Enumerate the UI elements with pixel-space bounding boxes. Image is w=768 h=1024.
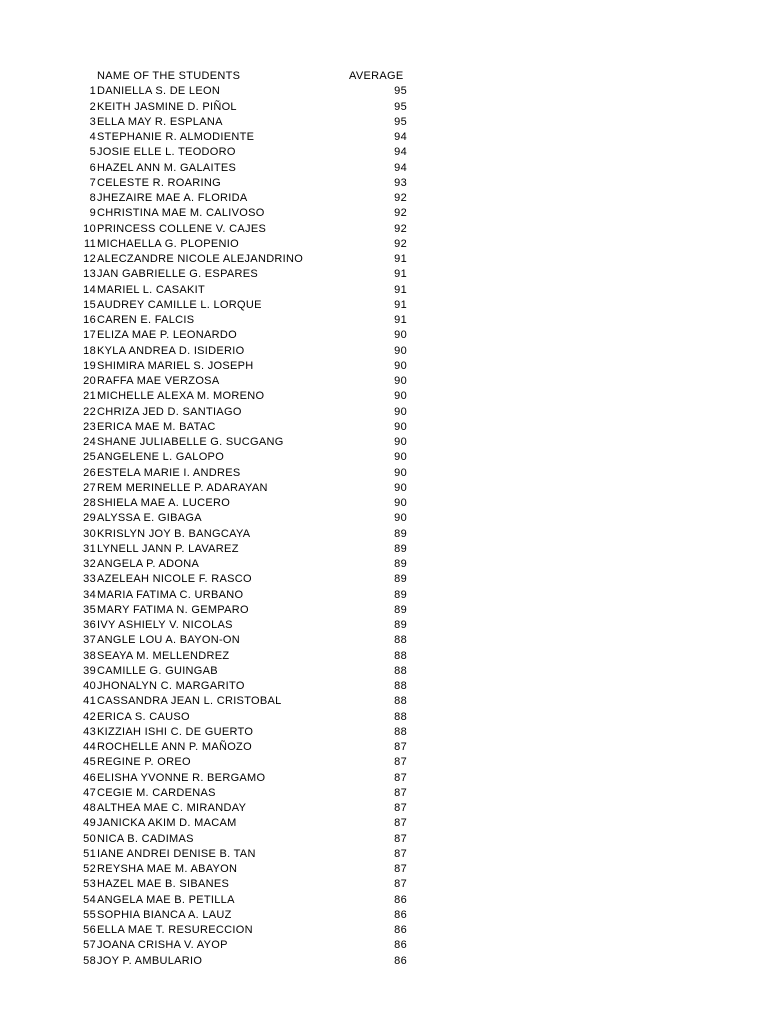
row-number: 44 [83,741,96,753]
table-row [0,527,768,542]
row-number: 18 [83,344,96,357]
row-number: 35 [83,603,96,616]
row-number: 10 [83,222,96,235]
student-average: 88 [394,725,407,738]
student-name: CAMILLE G. GUINGAB [97,664,218,677]
student-name: ELLA MAY R. ESPLANA [97,115,223,128]
student-name: SEAYA M. MELLENDREZ [97,649,230,662]
table-row [0,252,768,267]
student-averages-sheet [0,69,768,969]
table-row [0,191,768,206]
student-average: 89 [394,558,407,570]
student-name: KEITH JASMINE D. PIÑOL [97,100,237,113]
table-row [0,649,768,664]
table-row [0,511,768,526]
student-name: LYNELL JANN P. LAVAREZ [97,542,239,555]
student-name: JHEZAIRE MAE A. FLORIDA [97,192,248,204]
table-row [0,771,768,786]
student-name: NICA B. CADIMAS [97,832,194,845]
row-number: 8 [89,192,96,204]
table-row [0,618,768,633]
row-number: 37 [83,634,96,647]
student-average: 87 [394,817,407,830]
row-number: 4 [89,131,96,143]
table-row [0,496,768,511]
student-average: 88 [394,710,407,723]
student-average: 91 [394,314,407,326]
table-row [0,847,768,862]
student-name: JANICKA AKIM D. MACAM [97,817,237,830]
student-name: CHRISTINA MAE M. CALIVOSO [97,207,265,220]
student-name: CHRIZA JED D. SANTIAGO [97,405,242,418]
student-name: PRINCESS COLLENE V. CAJES [97,222,267,235]
student-name: MARY FATIMA N. GEMPARO [97,603,249,616]
row-number: 36 [83,619,96,631]
row-number: 29 [83,512,96,525]
row-number: 40 [83,680,96,692]
student-name: JAN GABRIELLE G. ESPARES [97,268,259,281]
student-average: 94 [394,131,407,143]
student-average: 86 [394,954,407,967]
student-average: 90 [394,405,407,418]
student-name: STEPHANIE R. ALMODIENTE [97,131,255,143]
table-row [0,938,768,953]
table-row [0,481,768,496]
table-row [0,664,768,679]
row-number: 11 [83,237,96,250]
table-row [0,435,768,450]
table-row [0,694,768,709]
table-row [0,145,768,160]
student-name: ALECZANDRE NICOLE ALEJANDRINO [97,253,304,265]
row-number: 23 [83,420,96,433]
student-average: 89 [394,542,407,555]
row-number: 50 [83,832,96,845]
table-row [0,206,768,221]
student-average: 89 [394,588,407,601]
row-number: 34 [83,588,96,601]
student-average: 87 [394,756,407,769]
table-row [0,420,768,435]
student-average: 90 [394,497,407,509]
student-name: CELESTE R. ROARING [97,176,221,189]
student-average: 90 [394,329,407,342]
student-average: 91 [394,253,407,265]
row-number: 33 [83,573,96,586]
row-number: 31 [83,542,96,555]
row-number: 22 [83,405,96,418]
table-row [0,115,768,130]
table-row [0,328,768,343]
student-name: KRISLYN JOY B. BANGCAYA [97,527,251,540]
row-number: 55 [83,908,96,921]
student-name: ELISHA YVONNE R. BERGAMO [97,771,266,784]
row-number: 12 [83,253,96,265]
table-row [0,725,768,740]
table-row [0,222,768,237]
student-name: CASSANDRA JEAN L. CRISTOBAL [97,695,282,708]
row-number: 52 [83,863,96,875]
table-row [0,862,768,877]
row-number: 19 [83,359,96,372]
header-row [0,69,768,84]
student-average: 90 [394,512,407,525]
average-column-header: AVERAGE [349,70,404,82]
row-number: 26 [83,466,96,479]
row-number: 21 [83,390,96,403]
student-average: 90 [394,359,407,372]
student-average: 89 [394,527,407,540]
student-name: AZELEAH NICOLE F. RASCO [97,573,252,586]
student-name: IANE ANDREI DENISE B. TAN [97,847,256,860]
student-average: 89 [394,619,407,631]
student-average: 90 [394,420,407,433]
table-row [0,100,768,115]
student-average: 87 [394,786,407,799]
student-name: DANIELLA S. DE LEON [97,85,221,98]
row-number: 46 [83,771,96,784]
student-average: 87 [394,771,407,784]
row-number: 42 [83,710,96,723]
table-row [0,923,768,938]
student-average: 87 [394,741,407,753]
row-number: 5 [89,146,96,159]
student-name: MARIA FATIMA C. URBANO [97,588,244,601]
row-number: 14 [83,283,96,296]
table-row [0,374,768,389]
student-name: SHIMIRA MARIEL S. JOSEPH [97,359,254,372]
student-average: 87 [394,847,407,860]
student-average: 88 [394,649,407,662]
student-name: MICHAELLA G. PLOPENIO [97,237,240,250]
table-row [0,603,768,618]
row-number: 6 [89,161,96,174]
row-number: 30 [83,527,96,540]
name-column-header: NAME OF THE STUDENTS [97,70,241,82]
row-number: 13 [83,268,96,281]
student-name: AUDREY CAMILLE L. LORQUE [97,298,262,311]
student-name: KYLA ANDREA D. ISIDERIO [97,344,245,357]
row-number: 24 [83,436,96,448]
student-average: 88 [394,664,407,677]
student-average: 91 [394,283,407,296]
row-number: 43 [83,725,96,738]
student-average: 94 [394,161,407,174]
student-average: 94 [394,146,407,159]
student-name: REM MERINELLE P. ADARAYAN [97,481,268,494]
table-row [0,176,768,191]
student-average: 90 [394,451,407,464]
table-row [0,405,768,420]
student-name: JOY P. AMBULARIO [97,954,203,967]
student-name: ALTHEA MAE C. MIRANDAY [97,802,247,814]
table-row [0,237,768,252]
student-name: ERICA S. CAUSO [97,710,190,723]
table-row [0,908,768,923]
student-name: JOANA CRISHA V. AYOP [97,939,228,952]
student-average: 87 [394,863,407,875]
table-row [0,893,768,908]
row-number: 48 [83,802,96,814]
student-average: 95 [394,85,407,98]
student-average: 90 [394,481,407,494]
student-average: 89 [394,603,407,616]
table-row [0,359,768,374]
table-row [0,755,768,770]
row-number: 7 [89,176,96,189]
row-number: 58 [83,954,96,967]
table-row [0,679,768,694]
student-average: 91 [394,298,407,311]
student-name: HAZEL MAE B. SIBANES [97,878,230,891]
student-average: 95 [394,100,407,113]
student-average: 95 [394,115,407,128]
student-name: SHIELA MAE A. LUCERO [97,497,231,509]
table-row [0,130,768,145]
table-row [0,572,768,587]
row-number: 56 [83,924,96,936]
table-row [0,542,768,557]
row-number: 57 [83,939,96,952]
table-row [0,466,768,481]
row-number: 16 [83,314,96,326]
student-average: 88 [394,695,407,708]
row-number: 28 [83,497,96,509]
student-average: 91 [394,268,407,281]
table-row [0,816,768,831]
student-name: REGINE P. OREO [97,756,191,769]
table-row [0,389,768,404]
row-number: 27 [83,481,96,494]
row-number: 41 [83,695,96,708]
table-row [0,267,768,282]
student-average: 87 [394,878,407,891]
row-number: 39 [83,664,96,677]
student-average: 87 [394,832,407,845]
student-name: KIZZIAH ISHI C. DE GUERTO [97,725,254,738]
student-average: 88 [394,680,407,692]
student-average: 86 [394,908,407,921]
table-row [0,832,768,847]
table-row [0,283,768,298]
student-name: ROCHELLE ANN P. MAÑOZO [97,741,252,753]
row-number: 20 [83,375,96,387]
student-average: 86 [394,893,407,906]
table-row [0,877,768,892]
table-row [0,801,768,816]
student-name: ANGELENE L. GALOPO [97,451,225,464]
student-average: 93 [394,176,407,189]
student-name: CAREN E. FALCIS [97,314,195,326]
student-average: 86 [394,924,407,936]
student-name: REYSHA MAE M. ABAYON [97,863,238,875]
table-row [0,344,768,359]
table-row [0,786,768,801]
row-number: 32 [83,558,96,570]
student-name: ALYSSA E. GIBAGA [97,512,202,525]
row-number: 9 [89,207,96,220]
student-average: 92 [394,192,407,204]
student-name: RAFFA MAE VERZOSA [97,375,220,387]
row-number: 54 [83,893,96,906]
row-number: 2 [89,100,96,113]
student-name: SOPHIA BIANCA A. LAUZ [97,908,232,921]
row-number: 15 [83,298,96,311]
table-row [0,298,768,313]
row-number: 53 [83,878,96,891]
table-row [0,161,768,176]
student-average: 90 [394,390,407,403]
table-row [0,633,768,648]
student-average: 92 [394,222,407,235]
student-name: JOSIE ELLE L. TEODORO [97,146,236,159]
row-number: 51 [83,847,96,860]
student-name: HAZEL ANN M. GALAITES [97,161,237,174]
student-average: 86 [394,939,407,952]
student-average: 90 [394,344,407,357]
student-name: ANGELA P. ADONA [97,558,200,570]
student-name: MICHELLE ALEXA M. MORENO [97,390,265,403]
student-name: MARIEL L. CASAKIT [97,283,205,296]
table-row [0,84,768,99]
student-average: 88 [394,634,407,647]
student-name: JHONALYN C. MARGARITO [97,680,245,692]
student-name: ERICA MAE M. BATAC [97,420,216,433]
row-number: 3 [89,115,96,128]
row-number: 25 [83,451,96,464]
table-row [0,557,768,572]
student-average: 92 [394,207,407,220]
table-row [0,954,768,969]
student-list [0,84,768,969]
row-number: 1 [89,85,96,98]
student-average: 90 [394,466,407,479]
row-number: 38 [83,649,96,662]
row-number: 49 [83,817,96,830]
student-name: SHANE JULIABELLE G. SUCGANG [97,436,284,448]
student-average: 92 [394,237,407,250]
student-name: ANGLE LOU A. BAYON-ON [97,634,241,647]
student-name: ESTELA MARIE I. ANDRES [97,466,241,479]
student-name: ANGELA MAE B. PETILLA [97,893,235,906]
table-row [0,710,768,725]
student-average: 87 [394,802,407,814]
student-average: 90 [394,436,407,448]
table-row [0,740,768,755]
table-row [0,313,768,328]
student-name: ELIZA MAE P. LEONARDO [97,329,237,342]
student-name: IVY ASHIELY V. NICOLAS [97,619,233,631]
student-average: 89 [394,573,407,586]
row-number: 47 [83,786,96,799]
row-number: 17 [83,329,96,342]
table-row [0,588,768,603]
student-name: CEGIE M. CARDENAS [97,786,216,799]
table-row [0,450,768,465]
student-average: 90 [394,375,407,387]
row-number: 45 [83,756,96,769]
student-name: ELLA MAE T. RESURECCION [97,924,253,936]
